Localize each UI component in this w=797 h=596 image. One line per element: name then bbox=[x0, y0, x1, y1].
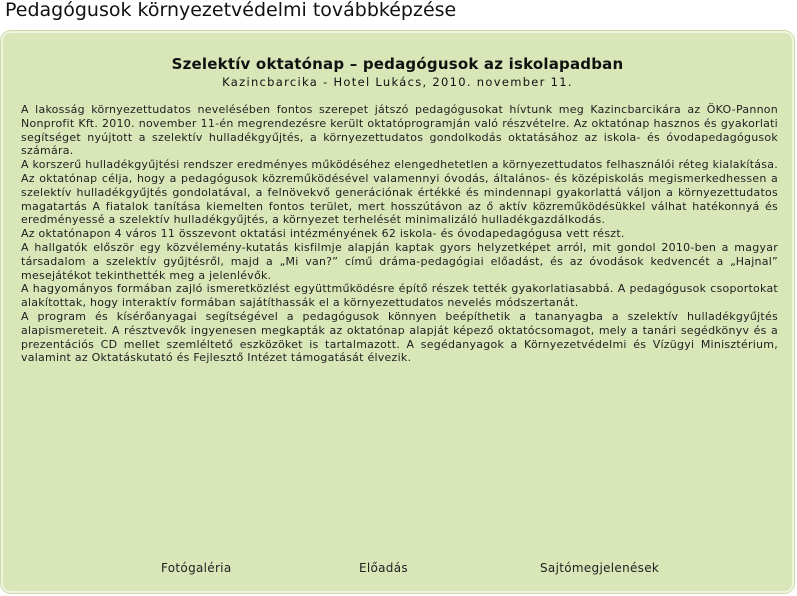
page-title: Pedagógusok környezetvédelmi továbbképzése bbox=[5, 0, 457, 21]
bottom-links bbox=[3, 561, 792, 577]
article-paragraph: A program és kísérőanyagai segítségével a pedagógusok könnyen beépíthetik a tananyagba a szelektív hulladékgyűjtés alapismereteit. A résztvevők ingyenesen megkapták az oktatónap alapját képező oktatócsomagot, mely a tanári segédkönyv és a prezentációs CD mellet szemléltető eszközöket is tartalmazott. A segédanyagok a Környezetvédelmi és Vízügyi Minisztérium, valamint az Oktatáskutató és Fejlesztő Intézet támogatását élvezik. bbox=[21, 309, 778, 365]
lectures-link[interactable]: Előadás bbox=[359, 561, 408, 575]
gallery-link[interactable]: Fotógaléria bbox=[161, 561, 232, 575]
article-body bbox=[21, 103, 778, 365]
article-paragraph: A lakosság környezettudatos nevelésében fontos szerepet játszó pedagógusokat hívtunk meg Kazincbarcikára az ÖKO-Pannon Nonprofit Kft. 2010. november 11-én megrendezésre került oktatóprogramján való részvételre. Az oktatónap hasznos és gyakorlati segítséget nyújtott a szelektív hulladékgyűjtés, a környezettudatos gondolkodás oktatásához az iskola- és óvodapedagógusok számára. bbox=[21, 103, 778, 158]
article-title: Szelektív oktatónap – pedagógusok az iskolapadban bbox=[171, 55, 624, 73]
article-paragraph: A hallgatók először egy közvélemény-kutatás kisfilmje alapján kaptak gyors helyzetképet arról, mit gondol 2010-ben a magyar társadalom a szelektív gyűjtésről, majd a „Mi van?” című dráma-pedagógiai előadást, és az óvodások kedvencét a „Hajnal” mesejátékot tekinthették meg a jelenlévők. bbox=[21, 240, 778, 282]
article-paragraph: A hagyományos formában zajló ismeretközlést együttműködésre építő részek tették gyakorlatiasabbá. A pedagógusok csoportokat alakítottak, hogy interaktív formában sajátíthassák el a környezettudatos nevelés módszertanát. bbox=[21, 282, 778, 310]
content-panel bbox=[1, 31, 794, 593]
article-subtitle: Kazincbarcika - Hotel Lukács, 2010. november 11. bbox=[222, 75, 573, 89]
press-link[interactable]: Sajtómegjelenések bbox=[540, 561, 660, 575]
article-paragraph: Az oktatónapon 4 város 11 összevont oktatási intézményének 62 iskola- és óvodapedagógusa vett részt. bbox=[21, 227, 625, 241]
article-paragraph: A korszerű hulladékgyűjtési rendszer eredményes működéséhez elengedhetetlen a környezettudatos felhasználói réteg kialakítása. Az oktatónap célja, hogy a pedagógusok közreműködésével valamennyi óvodás, általános- és középiskolás megismerkedhessen a szelektív hulladékgyűjtés gondolatával, a felnövekvő generációnak értékké és mindennapi gyakorlattá váljon a környezettudatos magatartás A fiatalok tanítása kiemelten fontos terület, mert hosszútávon az ő aktív közreműködésükkel válhat hatékonnyá és eredményessé a szelektív hulladékgyűjtés, a környezet terhelését minimalizáló hulladékgazdálkodás. bbox=[21, 158, 778, 227]
